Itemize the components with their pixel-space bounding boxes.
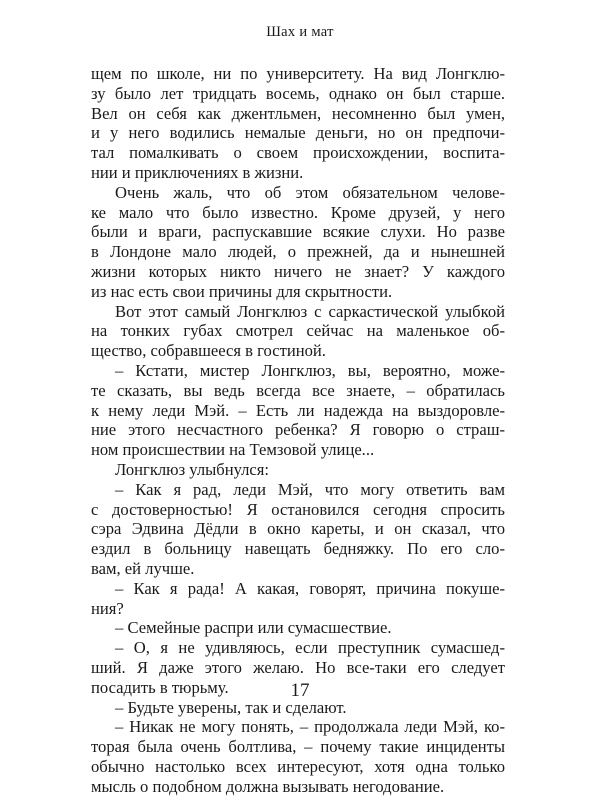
text-line: ние этого несчастного ребенка? Я говорю о страш- xyxy=(91,420,505,440)
text-line: с достоверностью! Я остановился сегодня спросить xyxy=(91,499,505,519)
text-line: Очень жаль, что об этом обязательном челове- xyxy=(115,182,505,202)
text-line: – Кстати, мистер Лонгклюз, вы, вероятно, може- xyxy=(115,360,505,380)
text-line: мысль о подобном должна вызывать негодование. xyxy=(91,776,445,796)
text-line: Вот этот самый Лонгклюз с саркастической улыбкой xyxy=(115,301,505,321)
text-line: ке мало что было известно. Кроме друзей, у него xyxy=(91,202,505,222)
text-line: – Никак не могу понять, – продолжала леди Мэй, ко- xyxy=(115,717,505,737)
text-line: – О, я не удивляюсь, если преступник сумасшед- xyxy=(115,638,505,658)
text-line: ном происшествии на Темзовой улице... xyxy=(91,440,375,460)
running-head-title: Шах и мат xyxy=(266,24,334,40)
text-line: – Семейные распри или сумасшествие. xyxy=(115,618,392,638)
text-line: тал помалкивать о своем происхождении, воспита- xyxy=(91,143,505,163)
text-line: были и враги, распускавшие всякие слухи. Но разве xyxy=(91,222,505,242)
text-line: из нас есть свои причины для скрытности. xyxy=(91,281,393,301)
text-line: те сказать, вы ведь всегда все знаете, – обратилась xyxy=(91,380,505,400)
text-line: в Лондоне мало людей, о прежней, да и нынешней xyxy=(91,242,505,262)
page-number: 17 xyxy=(290,680,310,701)
text-line: Вел он себя как джентльмен, несомненно был умен, xyxy=(91,103,505,123)
text-line: и у него водились немалые деньги, но он предпочи- xyxy=(91,123,505,143)
text-line: ния? xyxy=(91,598,124,618)
text-line: Лонгклюз улыбнулся: xyxy=(115,459,270,479)
text-line: – Как я рад, леди Мэй, что могу ответить вам xyxy=(115,479,505,499)
text-line: посадить в тюрьму. xyxy=(91,677,229,697)
text-line: ездил в больницу навещать бедняжку. По его сло- xyxy=(91,539,505,559)
text-line: нии и приключениях в жизни. xyxy=(91,162,304,182)
text-line: на тонких губах смотрел сейчас на маленькое об- xyxy=(91,321,505,341)
text-line: – Будьте уверены, так и сделают. xyxy=(115,697,347,717)
text-line: вам, ей лучше. xyxy=(91,558,195,578)
text-line: щем по школе, ни по университету. На вид Лонгклю- xyxy=(91,64,505,83)
text-line: ший. Я даже этого желаю. Но все-таки его следует xyxy=(91,657,505,677)
text-line: сэра Эдвина Дёдли в окно кареты, и он сказал, что xyxy=(91,519,505,539)
text-line: зу было лет тридцать восемь, однако он был старше. xyxy=(91,83,505,103)
text-line: – Как я рада! А какая, говорят, причина покуше- xyxy=(115,578,505,598)
text-line: обычно настолько всех интересуют, хотя одна только xyxy=(91,756,505,776)
text-line: щество, собравшееся в гостиной. xyxy=(91,341,326,361)
text-line: к нему леди Мэй. – Есть ли надежда на выздоровле- xyxy=(91,400,505,420)
text-line: жизни которых никто ничего не знает? У каждого xyxy=(91,261,505,281)
text-line: торая была очень болтлива, – почему такие инциденты xyxy=(91,737,505,757)
